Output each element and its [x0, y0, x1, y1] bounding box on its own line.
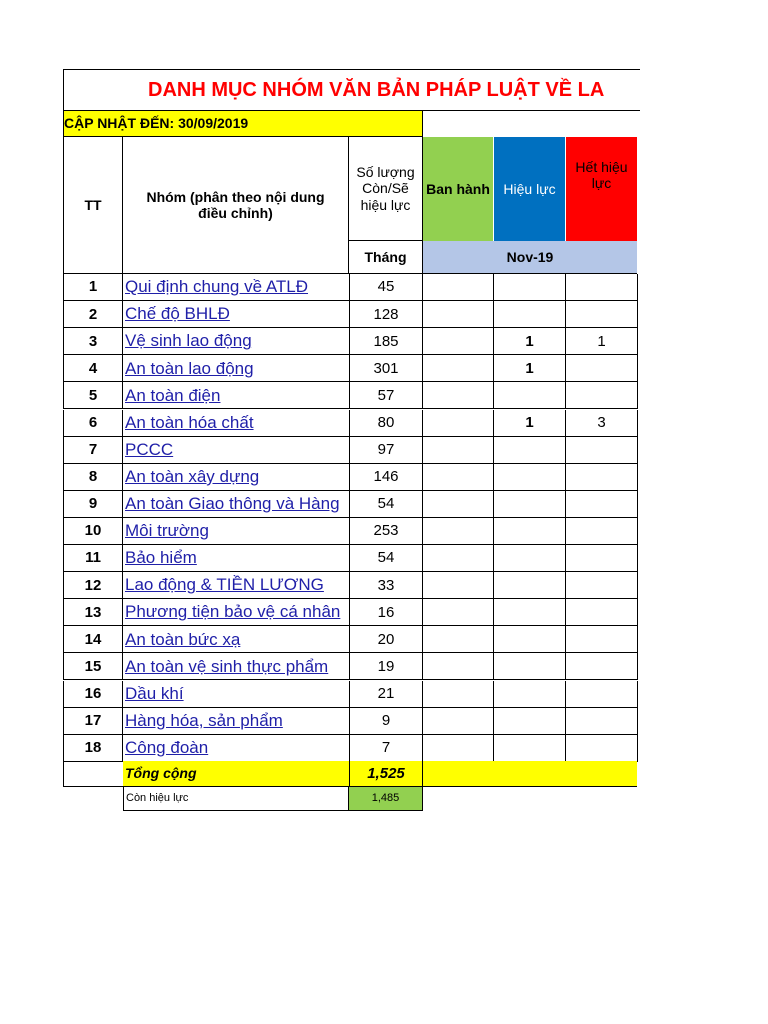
row-tt: 8	[63, 464, 123, 491]
row-expired	[566, 491, 638, 518]
row-group-link[interactable]: An toàn điện	[123, 382, 349, 409]
row-issued	[423, 735, 494, 762]
row-expired	[566, 681, 638, 708]
row-issued	[423, 382, 494, 409]
row-count: 21	[349, 681, 423, 708]
row-expired: 3	[566, 410, 638, 437]
row-effective	[494, 437, 566, 464]
row-expired	[566, 735, 638, 762]
row-issued	[423, 545, 494, 572]
row-group-link[interactable]: An toàn vệ sinh thực phẩm	[123, 653, 349, 680]
header-issued: Ban hành	[423, 137, 493, 241]
row-count: 57	[349, 382, 423, 409]
row-tt: 3	[63, 328, 123, 355]
row-effective	[494, 464, 566, 491]
row-effective	[494, 681, 566, 708]
row-group-link[interactable]: An toàn hóa chất	[123, 410, 349, 437]
total-label: Tổng cộng	[123, 761, 349, 787]
row-expired	[566, 518, 638, 545]
row-effective: 1	[494, 355, 566, 382]
row-group-link[interactable]: Lao động & TIỀN LƯƠNG	[123, 572, 349, 599]
row-effective	[494, 274, 566, 301]
row-issued	[423, 301, 494, 328]
row-count: 45	[349, 274, 423, 301]
row-tt: 15	[63, 653, 123, 680]
row-count: 33	[349, 572, 423, 599]
row-issued	[423, 518, 494, 545]
total-value: 1,525	[349, 761, 423, 787]
row-issued	[423, 464, 494, 491]
row-tt: 9	[63, 491, 123, 518]
row-tt: 14	[63, 626, 123, 653]
header-effective: Hiệu lực	[494, 137, 565, 241]
row-expired	[566, 301, 638, 328]
row-group-link[interactable]: An toàn Giao thông và Hàng	[123, 491, 349, 518]
row-group-link[interactable]: Môi trường	[123, 518, 349, 545]
header-count: Số lượng Còn/Sẽ hiệu lực	[349, 137, 423, 241]
row-expired	[566, 572, 638, 599]
row-issued	[423, 355, 494, 382]
row-tt: 11	[63, 545, 123, 572]
row-issued	[423, 437, 494, 464]
row-expired	[566, 708, 638, 735]
total-extra-cells	[423, 761, 637, 787]
row-issued	[423, 572, 494, 599]
row-issued	[423, 653, 494, 680]
row-tt: 16	[63, 681, 123, 708]
row-expired	[566, 464, 638, 491]
row-count: 146	[349, 464, 423, 491]
row-expired: 1	[566, 328, 638, 355]
row-count: 9	[349, 708, 423, 735]
header-group: Nhóm (phân theo nội dung điều chỉnh)	[123, 137, 349, 274]
row-group-link[interactable]: Vệ sinh lao động	[123, 328, 349, 355]
row-group-link[interactable]: Bảo hiểm	[123, 545, 349, 572]
row-issued	[423, 491, 494, 518]
row-effective: 1	[494, 328, 566, 355]
row-group-link[interactable]: Chế độ BHLĐ	[123, 301, 349, 328]
row-expired	[566, 274, 638, 301]
row-count: 19	[349, 653, 423, 680]
row-issued	[423, 410, 494, 437]
total-tt-cell	[63, 761, 123, 787]
row-effective	[494, 382, 566, 409]
row-tt: 5	[63, 382, 123, 409]
row-issued	[423, 708, 494, 735]
remaining-value: 1,485	[349, 787, 423, 811]
row-count: 54	[349, 545, 423, 572]
row-tt: 12	[63, 572, 123, 599]
row-count: 80	[349, 410, 423, 437]
header-tt: TT	[63, 137, 123, 274]
row-expired	[566, 382, 638, 409]
row-count: 20	[349, 626, 423, 653]
row-issued	[423, 274, 494, 301]
row-effective	[494, 653, 566, 680]
row-effective	[494, 626, 566, 653]
row-tt: 4	[63, 355, 123, 382]
row-group-link[interactable]: Công đoàn	[123, 735, 349, 762]
row-tt: 7	[63, 437, 123, 464]
row-count: 7	[349, 735, 423, 762]
header-expired: Hết hiệu lực	[566, 137, 637, 241]
row-expired	[566, 599, 638, 626]
row-count: 253	[349, 518, 423, 545]
row-effective: 1	[494, 410, 566, 437]
row-effective	[494, 708, 566, 735]
row-effective	[494, 518, 566, 545]
row-group-link[interactable]: Dầu khí	[123, 681, 349, 708]
row-expired	[566, 626, 638, 653]
row-count: 16	[349, 599, 423, 626]
row-count: 128	[349, 301, 423, 328]
row-group-link[interactable]: Hàng hóa, sản phẩm	[123, 708, 349, 735]
row-group-link[interactable]: Phương tiện bảo vệ cá nhân	[123, 599, 349, 626]
header-month-label: Tháng	[349, 241, 423, 274]
row-count: 185	[349, 328, 423, 355]
update-date-label: CẬP NHẬT ĐẾN: 30/09/2019	[63, 111, 423, 137]
remaining-label: Còn hiệu lực	[123, 787, 349, 811]
row-expired	[566, 545, 638, 572]
header-month-value: Nov-19	[423, 241, 637, 274]
row-tt: 6	[63, 410, 123, 437]
row-expired	[566, 653, 638, 680]
row-group-link[interactable]: Qui định chung về ATLĐ	[123, 274, 349, 301]
row-tt: 1	[63, 274, 123, 301]
row-count: 97	[349, 437, 423, 464]
row-count: 301	[349, 355, 423, 382]
row-tt: 17	[63, 708, 123, 735]
row-effective	[494, 545, 566, 572]
row-effective	[494, 301, 566, 328]
sheet-title: DANH MỤC NHÓM VĂN BẢN PHÁP LUẬT VỀ LA	[63, 69, 640, 111]
row-effective	[494, 599, 566, 626]
row-group-link[interactable]: An toàn xây dựng	[123, 464, 349, 491]
row-tt: 18	[63, 735, 123, 762]
row-expired	[566, 437, 638, 464]
row-tt: 2	[63, 301, 123, 328]
row-group-link[interactable]: An toàn lao động	[123, 355, 349, 382]
row-effective	[494, 572, 566, 599]
row-issued	[423, 599, 494, 626]
row-tt: 13	[63, 599, 123, 626]
row-issued	[423, 626, 494, 653]
row-count: 54	[349, 491, 423, 518]
row-group-link[interactable]: An toàn bức xạ	[123, 626, 349, 653]
row-effective	[494, 491, 566, 518]
row-group-link[interactable]: PCCC	[123, 437, 349, 464]
row-tt: 10	[63, 518, 123, 545]
row-issued	[423, 681, 494, 708]
row-effective	[494, 735, 566, 762]
row-expired	[566, 355, 638, 382]
row-issued	[423, 328, 494, 355]
